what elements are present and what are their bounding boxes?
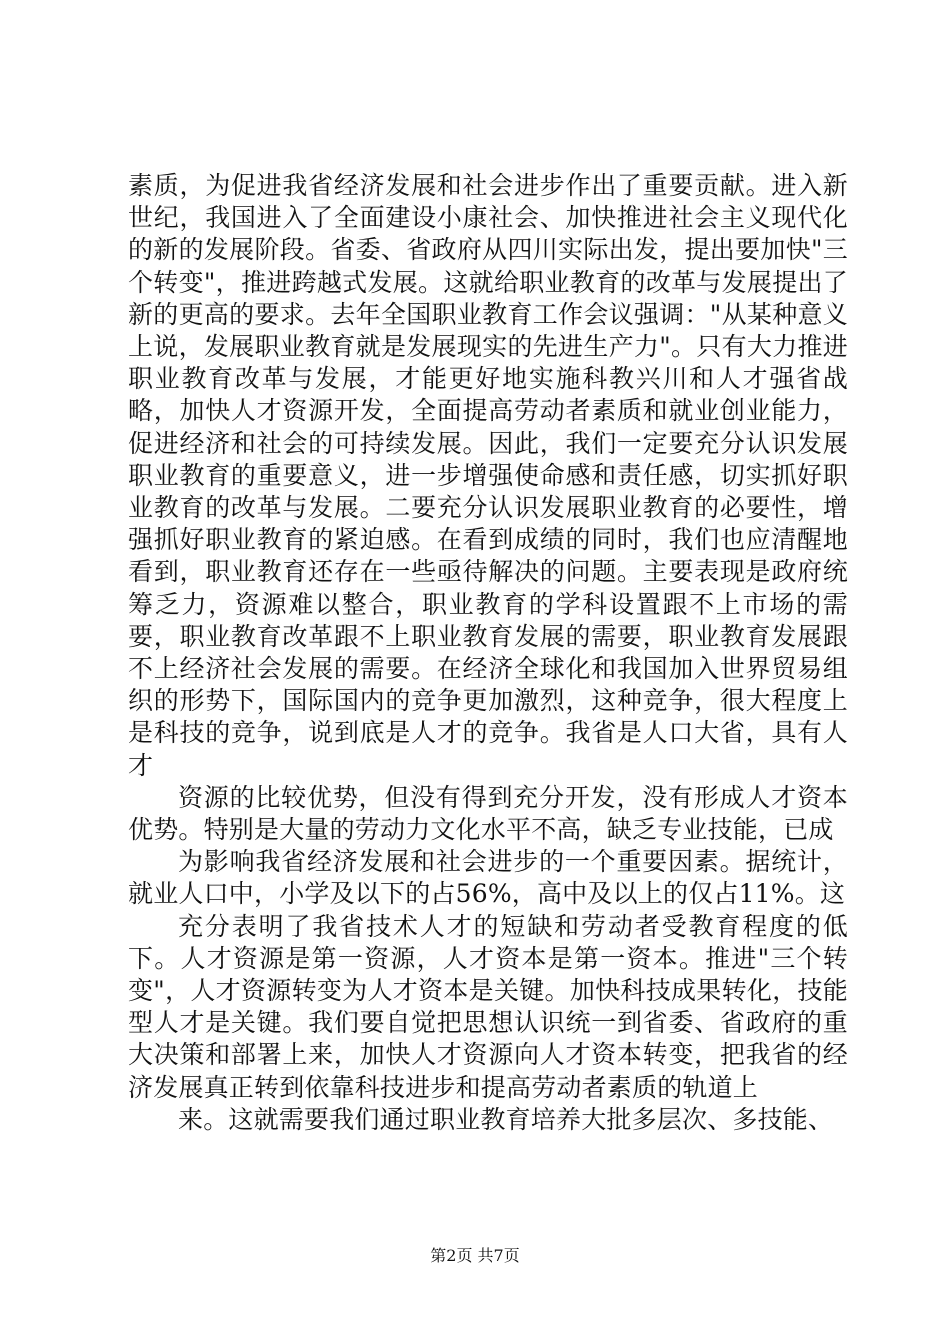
paragraph-1: 素质，为促进我省经济发展和社会进步作出了重要贡献。进入新世纪，我国进入了全面建设小康社会、加快推进社会主义现代化的新的发展阶段。省委、省政府从四川实际出发，提出要加快"三个转变"，推进跨越式发展。这就给职业教育的改革与发展提出了新的更高的要求。去年全国职业教育工作会议强调："从某种意义上说，发展职业教育就是发展现实的先进生产力"。只有大力推进职业教育改革与发展，才能更好地实施科教兴川和人才强省战略，加快人才资源开发，全面提高劳动者素质和就业创业能力，促进经济和社会的可持续发展。因此，我们一定要充分认识发展职业教育的重要意义，进一步增强使命感和责任感，切实抓好职业教育的改革与发展。二要充分认识发展职业教育的必要性，增强抓好职业教育的紧迫感。在看到成绩的同时，我们也应清醒地看到，职业教育还存在一些亟待解决的问题。主要表现是政府统筹乏力，资源难以整合，职业教育的学科设置跟不上市场的需要，职业教育改革跟不上职业教育发展的需要，职业教育发展跟不上经济社会发展的需要。在经济全球化和我国加入世界贸易组织的形势下，国际国内的竞争更加激烈，这种竞争，很大程度上是科技的竞争，说到底是人才的竞争。我省是人口大省，具有人才 xyxy=(128,171,848,780)
page-number-footer: 第2页 共7页 xyxy=(430,1246,520,1265)
paragraph-4: 充分表明了我省技术人才的短缺和劳动者受教育程度的低下。人才资源是第一资源，人才资本是第一资本。推进"三个转变"，人才资源转变为人才资本是关键。加快科技成果转化，技能型人才是关键。我们要自觉把思想认识统一到省委、省政府的重大决策和部署上来，加快人才资源向人才资本转变，把我省的经济发展真正转到依靠科技进步和提高劳动者素质的轨道上 xyxy=(128,911,848,1102)
paragraph-5: 来。这就需要我们通过职业教育培养大批多层次、多技能、 xyxy=(178,1104,834,1134)
paragraph-2: 资源的比较优势，但没有得到充分开发，没有形成人才资本优势。特别是大量的劳动力文化水平不高，缺乏专业技能，已成 xyxy=(128,782,848,845)
paragraph-3: 为影响我省经济发展和社会进步的一个重要因素。据统计，就业人口中，小学及以下的占56%，高中及以上的仅占11%。这 xyxy=(128,847,848,909)
document-body xyxy=(128,170,848,1136)
